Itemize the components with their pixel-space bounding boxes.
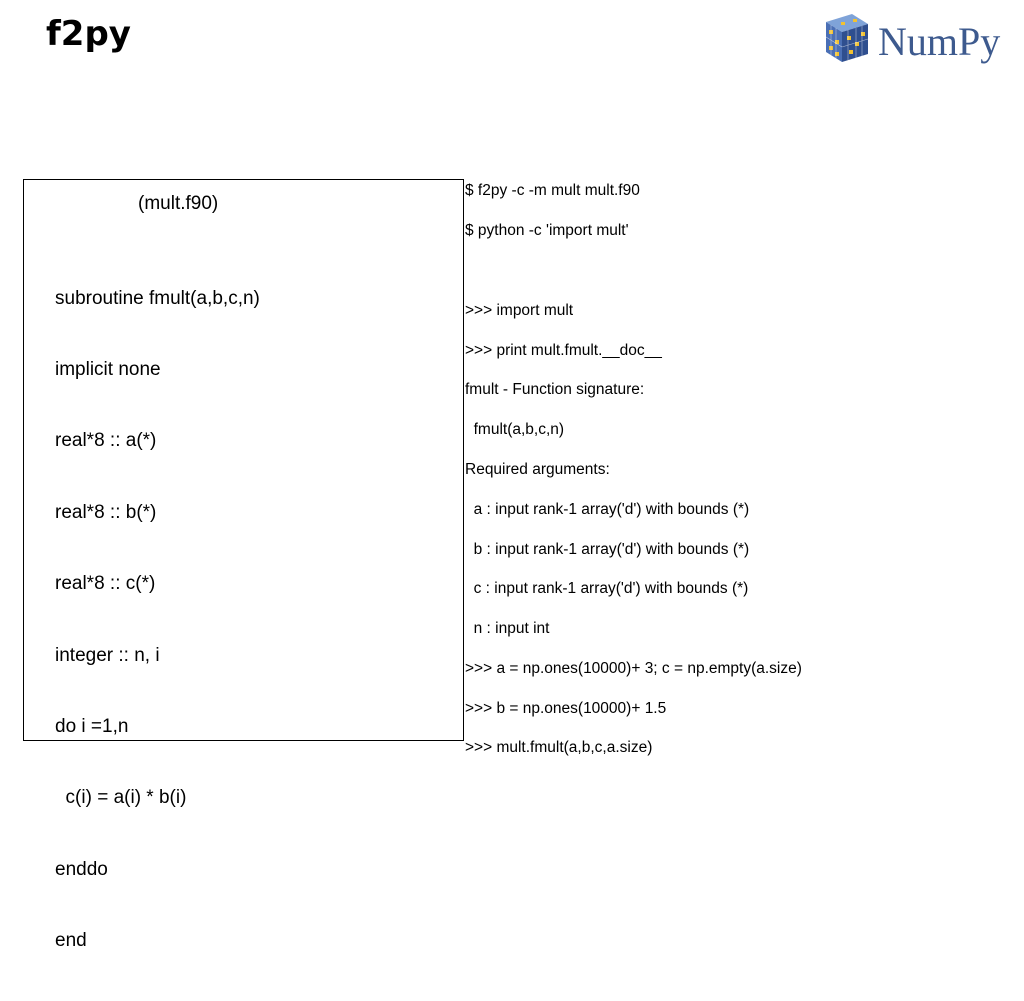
code-line: real*8 :: a(*)	[55, 430, 157, 452]
session-line: >>> mult.fmult(a,b,c,a.size)	[465, 739, 653, 756]
session-line: >>> a = np.ones(10000)+ 3; c = np.empty(a.size)	[465, 660, 802, 677]
session-line: >>> import mult	[465, 302, 574, 319]
code-line: end	[55, 930, 87, 952]
session-line: $ f2py -c -m mult mult.f90	[465, 182, 640, 199]
session-line: fmult(a,b,c,n)	[465, 421, 565, 438]
fortran-code	[55, 239, 260, 1001]
numpy-logo	[818, 12, 1018, 68]
session-line: Required arguments:	[465, 461, 610, 478]
code-line: do i =1,n	[55, 715, 129, 737]
numpy-logo-text: NumPy	[878, 19, 1001, 64]
session-line: $ python -c 'import mult'	[465, 222, 629, 239]
session-line: >>> b = np.ones(10000)+ 1.5	[465, 700, 667, 717]
fortran-code-box	[23, 179, 464, 952]
code-line: subroutine fmult(a,b,c,n)	[55, 287, 260, 309]
code-line: integer :: n, i	[55, 644, 160, 666]
code-line: enddo	[55, 858, 108, 880]
session-line: >>> print mult.fmult.__doc__	[465, 342, 662, 359]
session-line: a : input rank-1 array('d') with bounds (*)	[465, 501, 750, 518]
session-line: b : input rank-1 array('d') with bounds (*)	[465, 541, 750, 558]
code-filename: (mult.f90)	[138, 193, 219, 214]
session-line: fmult - Function signature:	[465, 381, 645, 398]
code-line: c(i) = a(i) * b(i)	[55, 787, 187, 809]
code-line: implicit none	[55, 358, 161, 380]
session-line: n : input int	[465, 620, 550, 637]
numpy-cube-icon	[818, 12, 874, 68]
code-line: real*8 :: b(*)	[55, 501, 157, 523]
code-line: real*8 :: c(*)	[55, 573, 156, 595]
slide-title: f2py	[46, 14, 131, 54]
session-line: c : input rank-1 array('d') with bounds (*)	[465, 580, 749, 597]
